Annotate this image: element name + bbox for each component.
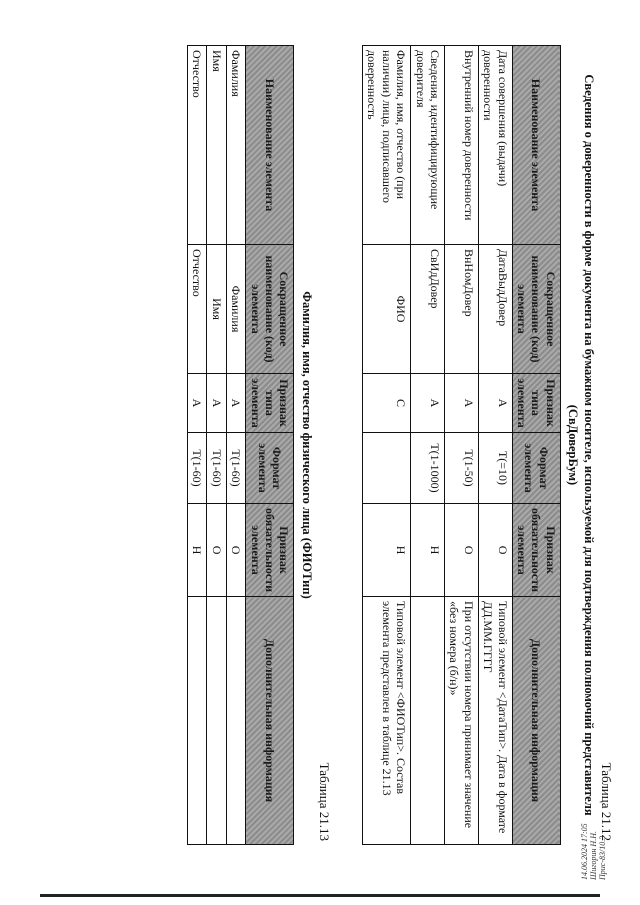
header-cell: Сокращенное наименование (код) элемента — [246, 245, 294, 374]
cell-type: С — [363, 374, 411, 433]
table2-label: Таблица 21.13 — [317, 762, 333, 841]
header-cell: Признак типа элемента — [246, 374, 294, 433]
cell-code: СвИдДовер — [411, 245, 445, 374]
cell-req: Н — [411, 504, 445, 597]
cell-req: Н — [188, 504, 207, 597]
cell-req: О — [478, 504, 512, 597]
cell-format — [363, 433, 411, 504]
stamp-date: 14.06.2024 17:05 — [580, 823, 589, 880]
header-cell: Формат элемента — [246, 433, 294, 504]
cell-type: А — [207, 374, 226, 433]
header-cell: Признак обязательности элемента — [512, 504, 560, 597]
cell-req: О — [226, 504, 245, 597]
cell-type: А — [226, 374, 245, 433]
cell-code: ВнНомДовер — [445, 245, 479, 374]
table1-title: Сведения о доверенности в форме документа на бумажном носителе, используемой для подтверждения полномочий представителя (СвДоверБум) — [566, 74, 596, 816]
cell-format: T(1-60) — [226, 433, 245, 504]
table1-label: Таблица 21.12 — [599, 762, 614, 841]
cell-name: Отчество — [188, 46, 207, 245]
cell-code: Отчество — [188, 245, 207, 374]
cell-req: О — [445, 504, 479, 597]
table-row — [363, 46, 411, 845]
stamp-signer: Шигорин Н.Н. Прис-83/10.3 — [589, 831, 608, 880]
cell-name: Фамилия, имя, отчество (при наличии) лица, подписавшего доверенность — [363, 46, 411, 245]
header-cell: Сокращенное наименование (код) элемента — [512, 245, 560, 374]
cell-name: Внутренний номер доверенности — [445, 46, 479, 245]
table-row — [445, 46, 479, 845]
cell-type: А — [188, 374, 207, 433]
table-row — [226, 46, 245, 845]
table-21-12 — [362, 45, 561, 845]
cell-name: Сведения, идентифицирующие доверителя — [411, 46, 445, 245]
cell-code: Фамилия — [226, 245, 245, 374]
cell-info — [207, 597, 226, 845]
page-bottom-rule — [40, 894, 600, 897]
header-cell: Признак типа элемента — [512, 374, 560, 433]
cell-type: А — [445, 374, 479, 433]
cell-info — [411, 597, 445, 845]
cell-name: Дата совершения (выдачи) доверенности — [478, 46, 512, 245]
cell-type: А — [478, 374, 512, 433]
table-header-row — [246, 46, 294, 845]
header-cell: Дополнительная информация — [512, 597, 560, 845]
cell-code: Имя — [207, 245, 226, 374]
cell-info: Типовой элемент <ФИОТип>. Состав элемента представлен в таблице 21.13 — [363, 597, 411, 845]
cell-type: А — [411, 374, 445, 433]
table2-title: Фамилия, имя, отчество физического лица (ФИОТип) — [300, 291, 315, 599]
cell-info: Типовой элемент <ДатаТип>. Дата в формате ДД.ММ.ГГГГ — [478, 597, 512, 845]
table-21-13 — [187, 45, 294, 845]
landscape-sheet — [58, 45, 618, 845]
electronic-stamp — [580, 820, 608, 880]
cell-format: T(1-50) — [445, 433, 479, 504]
cell-code: ДатаВыдДовер — [478, 245, 512, 374]
header-cell: Формат элемента — [512, 433, 560, 504]
cell-name: Фамилия — [226, 46, 245, 245]
header-cell: Признак обязательности элемента — [246, 504, 294, 597]
cell-info — [188, 597, 207, 845]
cell-req: О — [207, 504, 226, 597]
cell-format: T(1-60) — [207, 433, 226, 504]
cell-format: T(=10) — [478, 433, 512, 504]
cell-format: T(1-60) — [188, 433, 207, 504]
table-header-row — [512, 46, 560, 845]
table-row — [188, 46, 207, 845]
cell-name: Имя — [207, 46, 226, 245]
table-row — [207, 46, 226, 845]
cell-info: При отсутствии номера принимает значение «без номера (б/н)» — [445, 597, 479, 845]
cell-format: T(1-1000) — [411, 433, 445, 504]
header-cell: Наименование элемента — [512, 46, 560, 245]
header-cell: Наименование элемента — [246, 46, 294, 245]
header-cell: Дополнительная информация — [246, 597, 294, 845]
cell-req: Н — [363, 504, 411, 597]
table-row — [411, 46, 445, 845]
cell-code: ФИО — [363, 245, 411, 374]
cell-info — [226, 597, 245, 845]
table-row — [478, 46, 512, 845]
